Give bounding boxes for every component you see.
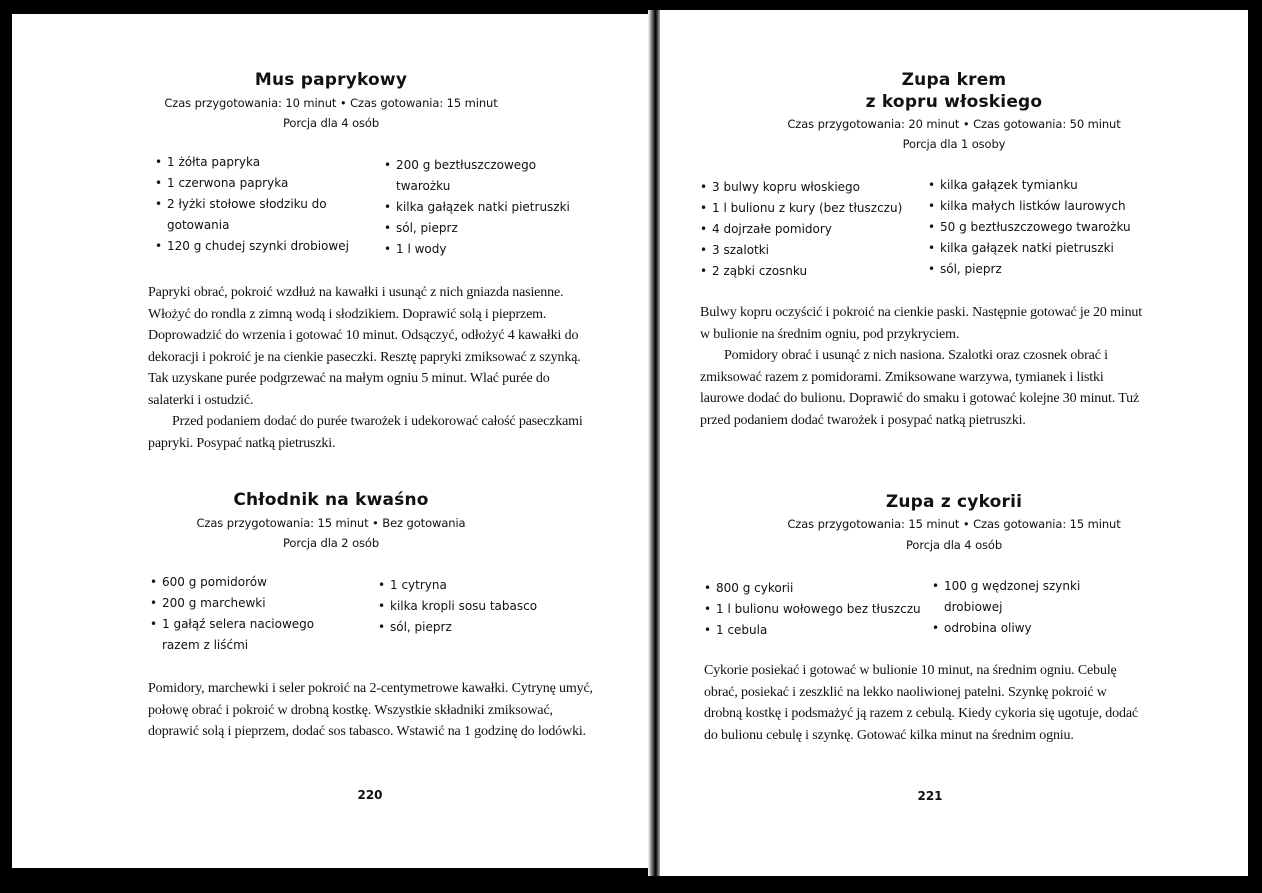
- ingredient-item: • 600 g pomidorów: [150, 572, 350, 593]
- ingredient-item: • 1 cebula: [704, 620, 924, 641]
- ingredients-list-col1: [704, 578, 924, 641]
- ingredient-item: • odrobina oliwy: [932, 618, 1132, 639]
- ingredient-item: • 1 żółta papryka: [155, 152, 360, 173]
- ingredient-item: • 1 cytryna: [378, 575, 578, 596]
- ingredient-item: • 4 dojrzałe pomidory: [700, 219, 920, 240]
- page-number: 221: [917, 789, 943, 803]
- ingredient-item: • 1 czerwona papryka: [155, 173, 360, 194]
- ingredient-item: • kilka gałązek tymianku: [928, 175, 1158, 196]
- ingredients-list-col1: [155, 152, 360, 257]
- recipe-title-line2: z kopru włoskiego: [865, 92, 1043, 112]
- recipe-times: Czas przygotowania: 10 minut • Czas gotowania: 15 minut: [164, 96, 498, 110]
- ingredient-item: • sól, pieprz: [928, 259, 1158, 280]
- ingredients-list-col2: [932, 576, 1132, 639]
- ingredient-item: • 2 łyżki stołowe słodziku do gotowania: [155, 194, 360, 236]
- ingredient-item: • kilka gałązek natki pietruszki: [384, 197, 584, 218]
- ingredients-list-col2: [384, 155, 584, 260]
- instruction-paragraph: Pomidory, marchewki i seler pokroić na 2-centymetrowe kawałki. Cytrynę umyć, połowę obrać i pokroić w drobną kostkę. Wszystkie składniki zmiksować, doprawić solą i pieprzem, dodać sos tabasco. Wstawić na 1 godzinę do lodówki.: [148, 681, 593, 739]
- ingredient-item: • 50 g beztłuszczowego twarożku: [928, 217, 1158, 238]
- ingredient-item: • kilka kropli sosu tabasco: [378, 596, 578, 617]
- recipe-times: Czas przygotowania: 15 minut • Czas gotowania: 15 minut: [787, 517, 1121, 531]
- ingredient-item: • 3 szalotki: [700, 240, 920, 261]
- recipe-instructions: [148, 678, 594, 743]
- recipe-times: Czas przygotowania: 20 minut • Czas gotowania: 50 minut: [787, 117, 1121, 131]
- left-page: [12, 14, 650, 868]
- ingredients-list-col2: [378, 575, 578, 638]
- ingredient-item: • kilka małych listków laurowych: [928, 196, 1158, 217]
- page-number: 220: [357, 788, 383, 802]
- recipe-instructions: [704, 660, 1146, 746]
- ingredient-item: • 200 g beztłuszczowego twarożku: [384, 155, 584, 197]
- right-page: [660, 10, 1248, 876]
- ingredient-item: • sól, pieprz: [378, 617, 578, 638]
- ingredient-item: • 3 bulwy kopru włoskiego: [700, 177, 920, 198]
- ingredient-item: • 200 g marchewki: [150, 593, 350, 614]
- recipe-title: Chłodnik na kwaśno: [233, 490, 429, 510]
- recipe-times: Czas przygotowania: 15 minut • Bez gotowania: [196, 516, 466, 530]
- recipe-portion: Porcja dla 4 osób: [282, 116, 380, 130]
- ingredient-item: • 1 l bulionu z kury (bez tłuszczu): [700, 198, 920, 219]
- recipe-portion: Porcja dla 1 osoby: [902, 137, 1006, 151]
- ingredient-item: • kilka gałązek natki pietruszki: [928, 238, 1158, 259]
- recipe-portion: Porcja dla 2 osób: [282, 536, 380, 550]
- ingredients-list-col1: [150, 572, 350, 656]
- ingredient-item: • 2 ząbki czosnku: [700, 261, 920, 282]
- ingredients-list-col1: [700, 177, 920, 282]
- ingredient-item: • sól, pieprz: [384, 218, 584, 239]
- ingredient-item: • 100 g wędzonej szynki drobiowej: [932, 576, 1132, 618]
- instruction-paragraph: Cykorie posiekać i gotować w bulionie 10 minut, na średnim ogniu. Cebulę obrać, posiekać i zeszklić na lekko naoliwionej patelni. Szynkę pokroić w drobną kostkę i podsmażyć ją razem z cebulą. Kiedy cykoria się ugotuje, dodać do bulionu cebulę i szynkę. Gotować kilka minut na średnim ogniu.: [704, 663, 1138, 743]
- instruction-paragraph: Bulwy kopru oczyścić i pokroić na cienkie paski. Następnie gotować je 20 minut w bulionie na średnim ogniu, pod przykryciem.: [700, 305, 1143, 342]
- recipe-instructions: [700, 302, 1148, 431]
- ingredients-list-col2: [928, 175, 1158, 280]
- instruction-paragraph: Papryki obrać, pokroić wzdłuż na kawałki i usunąć z nich gniazda nasienne. Włożyć do rondla z zimną wodą i słodzikiem. Doprawić solą i pieprzem. Doprowadzić do wrzenia i gotować 10 minut. Odsączyć, odłożyć 4 kawałki do dekoracji i pokroić je na cienkie paseczki. Resztę papryki zmiksować z szynką. Tak uzyskane purée podgrzewać na małym ogniu 5 minut. Wlać purée do salaterki i ostudzić.: [148, 285, 581, 408]
- ingredient-item: • 1 l wody: [384, 239, 584, 260]
- instruction-paragraph: Przed podaniem dodać do purée twarożek i udekorować całość paseczkami papryki. Posypać natką pietruszki.: [148, 414, 583, 451]
- recipe-instructions: [148, 282, 594, 454]
- recipe-title: Zupa krem: [901, 70, 1007, 90]
- instruction-paragraph: Pomidory obrać i usunąć z nich nasiona. Szalotki oraz czosnek obrać i zmiksować razem z pomidorami. Zmiksowane warzywa, tymianek i listki laurowe dodać do bulionu. Doprawić do smaku i gotować kolejne 30 minut. Tuż przed podaniem dodać twarożek i posypać natką pietruszki.: [700, 348, 1140, 428]
- ingredient-item: • 1 gałąź selera naciowego razem z liśćmi: [150, 614, 350, 656]
- ingredient-item: • 1 l bulionu wołowego bez tłuszczu: [704, 599, 924, 620]
- ingredient-item: • 800 g cykorii: [704, 578, 924, 599]
- recipe-title: Mus paprykowy: [254, 70, 408, 90]
- recipe-portion: Porcja dla 4 osób: [905, 538, 1003, 552]
- ingredient-item: • 120 g chudej szynki drobiowej: [155, 236, 360, 257]
- recipe-title: Zupa z cykorii: [885, 492, 1023, 512]
